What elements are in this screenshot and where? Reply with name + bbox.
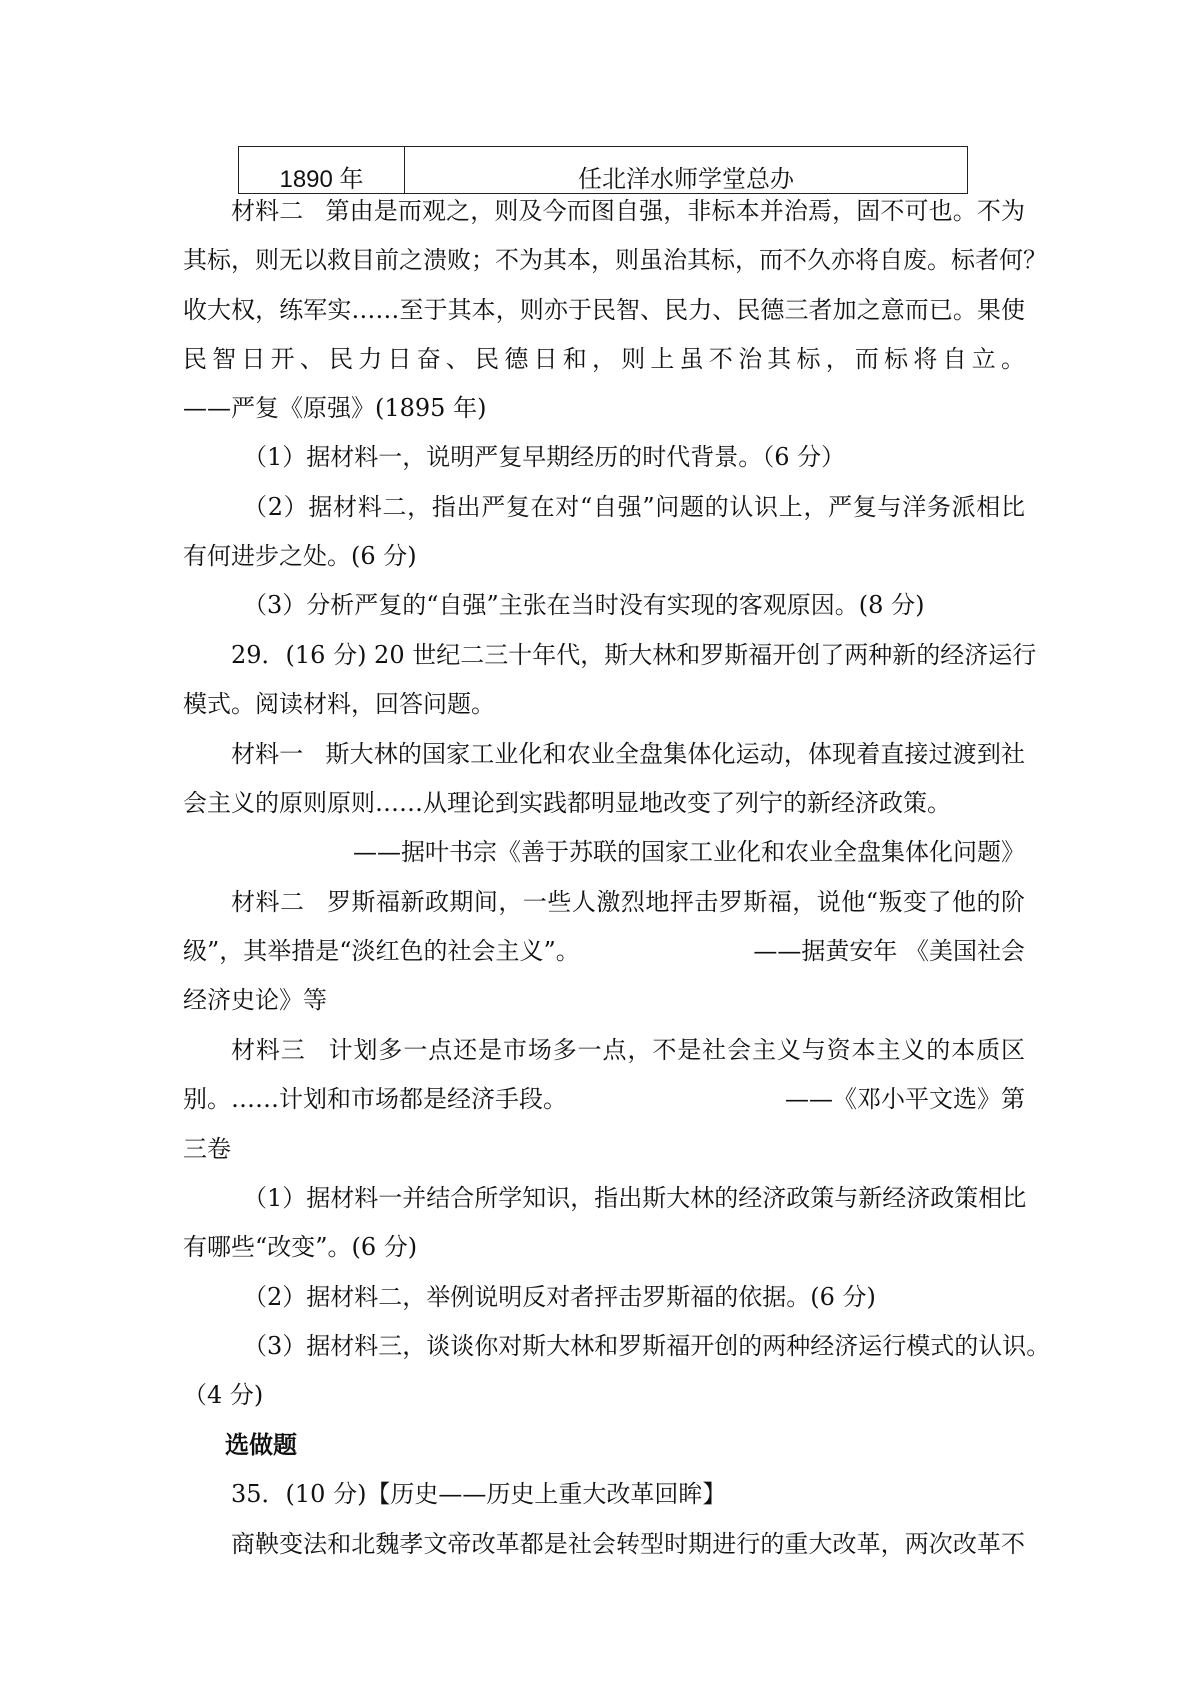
- q28-material2-line1: 材料二 第由是而观之，则及今而图自强，非标本并治焉，固不可也。不为: [231, 197, 1025, 225]
- q29-material1-line1: 材料一 斯大林的国家工业化和农业全盘集体化运动，体现着直接过渡到社: [231, 740, 1025, 768]
- q28-material2-line4: 民智日开、民力日奋、民德日和，则上虽不治其标，而标将自立。: [183, 345, 1025, 373]
- q28-subquestion-2-line2: 有何进步之处。(6 分): [183, 542, 417, 570]
- q29-subquestion-2: （2）据材料二，举例说明反对者抨击罗斯福的依据。(6 分): [243, 1283, 876, 1311]
- q29-subquestion-3-line1: （3）据材料三，谈谈你对斯大林和罗斯福开创的两种经济运行模式的认识。: [243, 1332, 1051, 1360]
- q29-subquestion-3-line2: （4 分): [183, 1381, 264, 1409]
- optional-section-heading: 选做题: [225, 1431, 297, 1459]
- q29-intro-line2: 模式。阅读材料，回答问题。: [183, 690, 495, 718]
- q29-material1-line2: 会主义的原则原则……从理论到实践都明显地改变了列宁的新经济政策。: [183, 789, 951, 817]
- q29-material3-line3: 三卷: [183, 1135, 231, 1163]
- q29-material1-source: ——据叶书宗《善于苏联的国家工业化和农业全盘集体化问题》: [353, 838, 1025, 866]
- event-cell: 任北洋水师学堂总办: [578, 164, 794, 193]
- q29-subquestion-1-line1: （1）据材料一并结合所学知识，指出斯大林的经济政策与新经济政策相比: [243, 1184, 1027, 1212]
- q29-intro-line1: 29．(16 分) 20 世纪二三十年代，斯大林和罗斯福开创了两种新的经济运行: [231, 641, 1037, 669]
- q29-material2-line3: 经济史论》等: [183, 986, 327, 1014]
- timeline-table-row: [238, 146, 968, 194]
- q28-material2-line3: 收大权，练军实……至于其本，则亦于民智、民力、民德三者加之意而已。果使: [183, 296, 1025, 324]
- year-cell: 1890 年: [239, 147, 405, 193]
- q35-intro-line1: 商鞅变法和北魏孝文帝改革都是社会转型时期进行的重大改革，两次改革不: [231, 1530, 1025, 1558]
- q28-subquestion-1: （1）据材料一，说明严复早期经历的时代背景。（6 分）: [243, 443, 846, 471]
- q29-material2-line2: 级”，其举措是“淡红色的社会主义”。 ——据黄安年 《美国社会: [183, 937, 1025, 965]
- q28-subquestion-3: （3）分析严复的“自强”主张在当时没有实现的客观原因。(8 分): [243, 591, 925, 619]
- q28-material2-line2: 其标，则无以救目前之溃败；不为其本，则虽治其标，而不久亦将自废。标者何？: [183, 246, 1047, 274]
- q28-material2-source: ——严复《原强》(1895 年): [183, 394, 487, 422]
- q29-material3-line2: 别。……计划和市场都是经济手段。 ——《邓小平文选》第: [183, 1085, 1025, 1113]
- q29-material3-line1: 材料三 计划多一点还是市场多一点，不是社会主义与资本主义的本质区: [231, 1036, 1026, 1064]
- q35-title: 35．(10 分)【历史——历史上重大改革回眸】: [231, 1480, 727, 1508]
- q28-subquestion-2-line1: （2）据材料二，指出严复在对“自强”问题的认识上，严复与洋务派相比: [243, 493, 1025, 521]
- q29-subquestion-1-line2: 有哪些“改变”。(6 分): [183, 1233, 418, 1261]
- q29-material2-line1: 材料二 罗斯福新政期间，一些人激烈地抨击罗斯福，说他“叛变了他的阶: [231, 888, 1025, 916]
